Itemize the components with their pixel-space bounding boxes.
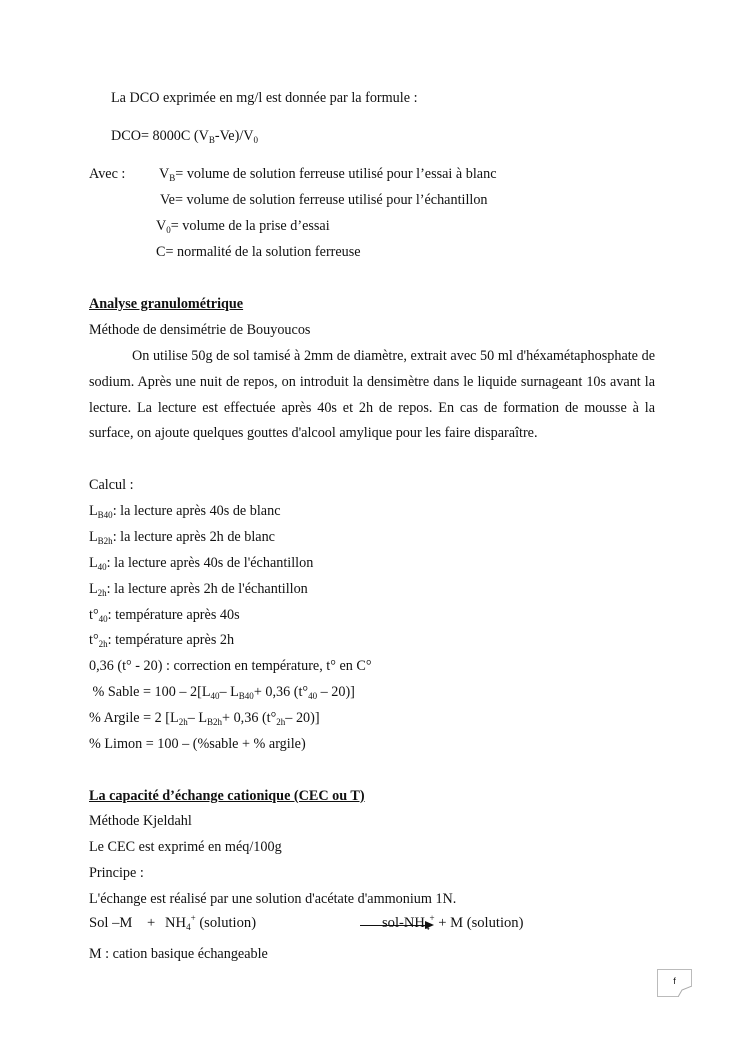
correction-line: 0,36 (t° - 20) : correction en température, t° en C° (89, 658, 372, 674)
calcul-label: Calcul : (89, 477, 134, 493)
def-l40: $L_{40}$: la lecture après 40s de l'échantillon (89, 555, 314, 572)
def-vb: $V_B=$ volume de solution ferreuse utilisé pour l’essai à blanc (159, 166, 497, 183)
def-t40: $t^\circ_{40}$: température après 40s (89, 607, 240, 624)
dco-formula: DCO= 8000C $(V_B-Ve)/V_0$ (111, 128, 258, 145)
reaction-left: Sol –M (89, 915, 133, 931)
granulo-heading: Analyse granulométrique (89, 296, 244, 312)
cation-definition: M : cation basique échangeable (89, 946, 268, 962)
def-ve: Ve= volume de solution ferreuse utilisé pour l’échantillon (160, 192, 488, 208)
def-lb2h: $L_{B2h}$: la lecture après 2h de blanc (89, 529, 275, 546)
avec-label: Avec : (89, 166, 126, 182)
def-lb40: $L_{B40}$: la lecture après 40s de blanc (89, 503, 281, 520)
def-v0: $V_0=$ volume de la prise d’essai (156, 218, 330, 235)
dco-intro: La DCO exprimée en mg/l est donnée par la formule : (111, 90, 418, 106)
reaction-right: sol-$NH_4^+ + M$ (solution) (382, 913, 524, 932)
def-l2h: $L_{2h}$: la lecture après 2h de l'échantillon (89, 581, 308, 598)
granulo-method: Méthode de densimétrie de Bouyoucos (89, 322, 311, 338)
sable-formula: % Sable = $100 - 2[L_{40}-$ $L_{B40}+ 0,36$ $(t^\circ_{40} - 20)$] (89, 684, 355, 701)
reaction-reagent: $NH_4^+$ (solution) (165, 913, 257, 932)
def-t2h: $t^\circ_{2h}$: température après 2h (89, 632, 235, 649)
reaction-plus: + (147, 915, 156, 931)
principe-label: Principe : (89, 865, 144, 881)
exchange-reaction (89, 913, 529, 935)
granulo-paragraph: On utilise 50g de sol tamisé à 2mm de diamètre, extrait avec 50 ml d'héxamétaphosphate de sodium. Après une nuit de repos, on introduit la densimètre dans le liquide surnageant 10s avant la lecture. La lecture est effectuée après 40s et 2h de repos. En cas de formation de mousse à la surface, on ajoute quelques gouttes d'alcool amylique pour les faire disparaître. (89, 348, 655, 442)
def-c: C= normalité de la solution ferreuse (156, 244, 361, 260)
cec-method: Méthode Kjeldahl (89, 813, 192, 829)
limon-formula: % Limon = 100 – (%sable + % argile) (89, 736, 306, 752)
cec-heading: La capacité d’échange cationique (CEC ou T) (89, 788, 365, 804)
page-curl-icon (678, 986, 692, 997)
argile-formula: % Argile = 2 [$L_{2h}-$ $L_{B2h}+ 0,36$ ($t^\circ_{2h}-$ 20)] (89, 710, 320, 727)
cec-unit: Le CEC est exprimé en méq/100g (89, 839, 282, 855)
exchange-text: L'échange est réalisé par une solution d'acétate d'ammonium 1N. (89, 891, 457, 907)
page-number: f (673, 976, 676, 986)
